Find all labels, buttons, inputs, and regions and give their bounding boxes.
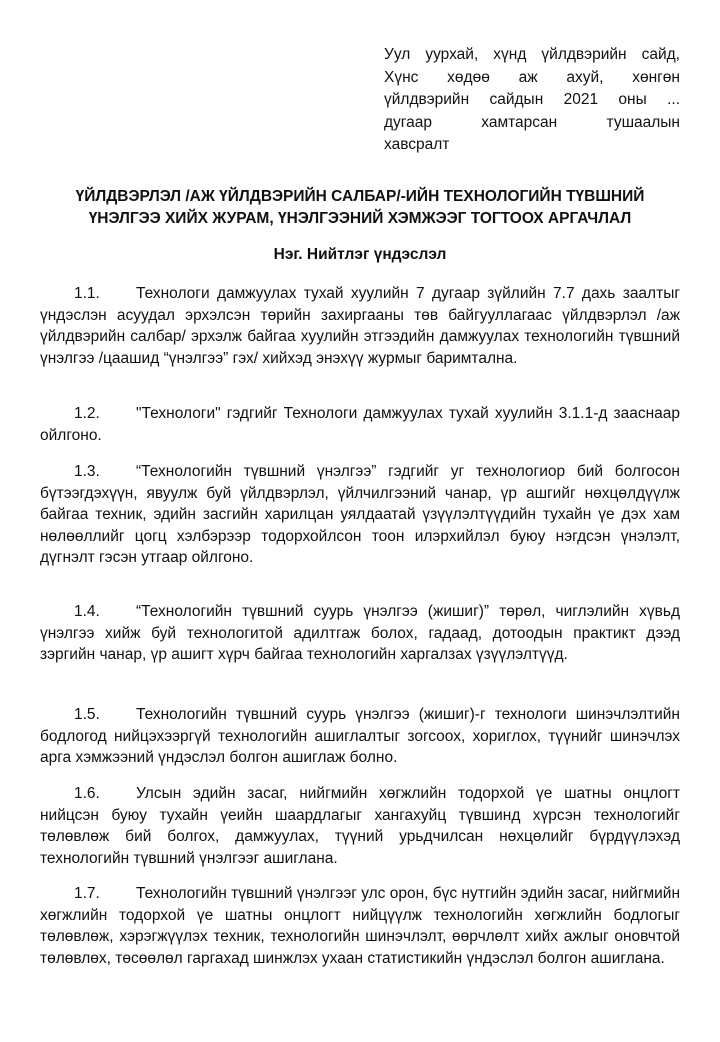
paragraph-number: 1.4. xyxy=(74,603,100,620)
paragraph-1-5 xyxy=(40,704,680,769)
paragraph-1-6 xyxy=(40,783,680,869)
paragraph-text: Технологи дамжуулах тухай хуулийн 7 дугаар зүйлийн 7.7 дахь заалтыг үндэслэн асуудал эрхэлсэн төрийн захиргааны төв байгууллагаас үйлдвэрлэл /аж үйлдвэрийн салбар/ эрхэлж байгаа хуулийн этгээдийн дамжуулах технологийн түвшний үнэлгээ /цаашид “үнэлгээ” гэх/ хийхэд энэхүү журмыг баримтална. xyxy=(40,285,680,367)
annex-line: дугаар хамтарсан тушаалын xyxy=(384,113,680,131)
paragraph-number: 1.5. xyxy=(74,706,100,723)
paragraph-number: 1.6. xyxy=(74,785,100,802)
paragraph-text: Улсын эдийн засаг, нийгмийн хөгжлийн тодорхой үе шатны онцлогт нийцсэн буюу тухайн үеийн шаардлагыг хангахуйц түвшинд хүрсэн технологийг төлөвлөж бий болгох, дамжуулах, түүний урьдчилсан нөхцөлийг бүрдүүлэхэд технологийн түвшний үнэлгээг ашиглана. xyxy=(40,785,680,867)
annex-line: үйлдвэрийн сайдын 2021 оны ... xyxy=(384,91,680,108)
paragraph-number: 1.3. xyxy=(74,463,100,480)
paragraph-number: 1.7. xyxy=(74,885,100,902)
document-title xyxy=(0,186,720,230)
paragraph-1-4 xyxy=(40,601,680,666)
paragraph-1-7 xyxy=(40,883,680,969)
section-heading: Нэг. Нийтлэг үндэслэл xyxy=(273,246,447,263)
annex-line: Хүнс хөдөө аж ахуй, хөнгөн xyxy=(384,68,680,86)
paragraph-text: "Технологи" гэдгийг Технологи дамжуулах тухай хуулийн 3.1.1-д зааснаар ойлгоно. xyxy=(40,405,680,444)
title-line: ҮЙЛДВЭРЛЭЛ /АЖ ҮЙЛДВЭРИЙН САЛБАР/-ИЙН ТЕХНОЛОГИЙН ТҮВШНИЙ xyxy=(75,188,645,205)
annex-line: Уул уурхай, хүнд үйлдвэрийн сайд, xyxy=(384,46,680,63)
annex-note xyxy=(384,44,680,157)
paragraph-text: Технологийн түвшний суурь үнэлгээ (жишиг)-г технологи шинэчлэлтийн бодлогод нийцэхээргүй технологийн ашиглалтыг зогсоох, хориглох, түүнийг шинэчлэх арга хэмжээний үндэслэл болгон ашиглаж болно. xyxy=(40,706,680,767)
paragraph-1-1 xyxy=(40,283,680,369)
annex-line: хавсралт xyxy=(384,136,450,153)
title-line: ҮНЭЛГЭЭ ХИЙХ ЖУРАМ, ҮНЭЛГЭЭНИЙ ХЭМЖЭЭГ ТОГТООХ АРГАЧЛАЛ xyxy=(88,210,632,227)
paragraph-number: 1.2. xyxy=(74,405,100,422)
paragraph-number: 1.1. xyxy=(74,285,100,302)
paragraph-1-3 xyxy=(40,461,680,569)
paragraph-text: “Технологийн түвшний үнэлгээ” гэдгийг уг технологиор бий болгосон бүтээгдэхүүн, явуулж буй үйлдвэрлэл, үйлчилгээний чанар, үр ашгийг нөхцөлдүүлж байгаа техник, эдийн засгийн харилцан уялдаатай үзүүлэлтүүдийн тухайн үе дэх хам нөлөөллийг цогц хэлбэрээр тодорхойлсон тоон илэрхийлэл буюу нэгдсэн үнэлэлт, дүгнэлт гэсэн утгаар ойлгоно. xyxy=(40,463,680,567)
paragraph-text: “Технологийн түвшний суурь үнэлгээ (жишиг)” төрөл, чиглэлийн хүвьд үнэлгээ хийж буй технологитой адилтгаж болох, гадаад, дотоодын практикт дээд зэргийн чанар, үр ашигт хүрч байгаа технологийн харгалзах үзүүлэлтүүд. xyxy=(40,603,680,664)
paragraph-text: Технологийн түвшний үнэлгээг улс орон, бүс нутгийн эдийн засаг, нийгмийн хөгжлийн тодорхой үе шатны онцлогт нийцүүлж технологийн хөгжлийн бодлогыг төлөвлөж, хэрэгжүүлэх техник, технологийн шинэчлэлт, өөрчлөлт хийх ажлыг оновчтой төлөвлөх, төсөөлөл гаргахад шинжлэх ухаан статистикийн үндэслэл болгон ашиглана. xyxy=(40,885,680,967)
paragraph-1-2 xyxy=(40,403,680,446)
